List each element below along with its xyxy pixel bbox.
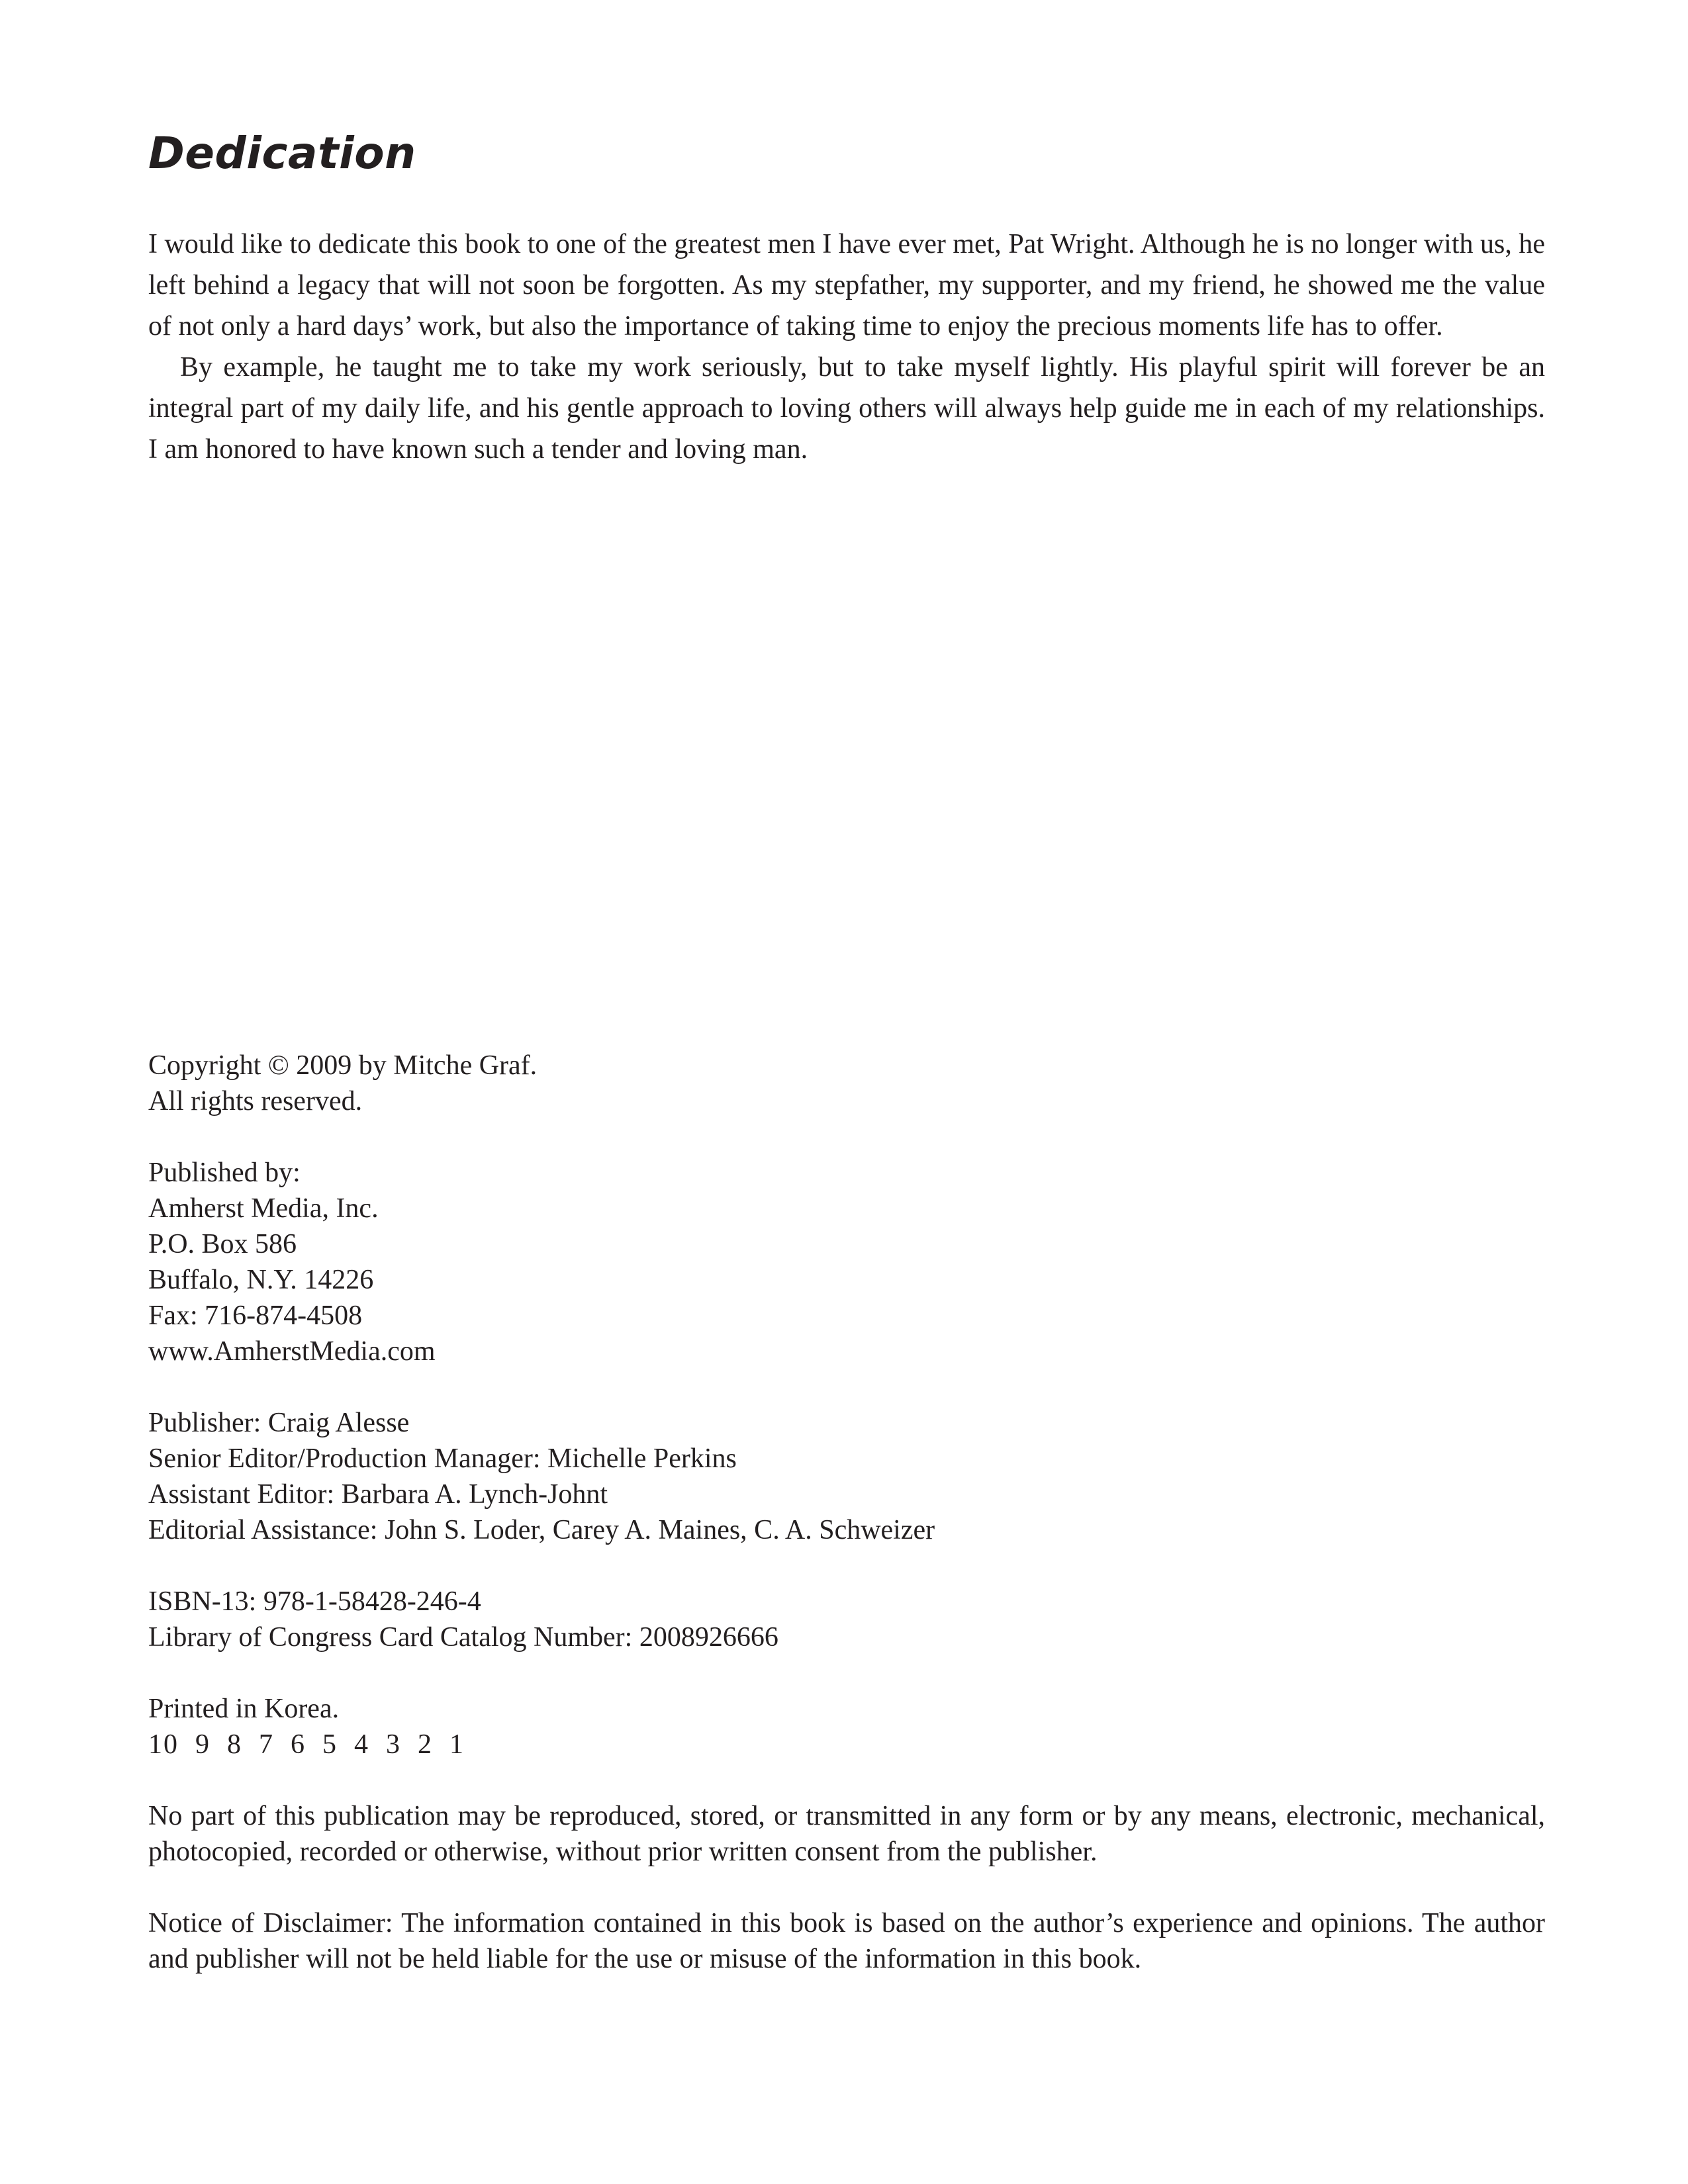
book-page xyxy=(148,0,1545,2184)
rights-reserved-line: All rights reserved. xyxy=(148,1086,363,1116)
rights-notice: No part of this publication may be reproduced, stored, or transmitted in any form or by any means, electronic, mechanical, photocopied, recorded or otherwise, without prior written consent from the publisher. xyxy=(148,1801,1545,1867)
lccn: Library of Congress Card Catalog Number: 2008926666 xyxy=(148,1622,778,1653)
rights-notice-block xyxy=(148,1798,1545,1870)
copyright-line: Copyright © 2009 by Mitche Graf. xyxy=(148,1050,538,1081)
staff-credits-block xyxy=(148,1405,1545,1548)
staff-credit-publisher: Publisher: Craig Alesse xyxy=(148,1408,410,1438)
disclaimer-block xyxy=(148,1905,1545,1977)
publisher-name: Amherst Media, Inc. xyxy=(148,1193,379,1224)
dedication-heading: Dedication xyxy=(148,128,416,179)
dedication-paragraph-2: By example, he taught me to take my work seriously, but to take myself lightly. His playful spirit will forever be an integral part of my daily life, and his gentle approach to loving others will always help guide me in each of my relationships. I am honored to have known such a tender and loving man. xyxy=(148,352,1545,465)
publisher-city: Buffalo, N.Y. 14226 xyxy=(148,1265,374,1295)
publisher-fax: Fax: 716-874-4508 xyxy=(148,1300,363,1331)
printing-block xyxy=(148,1691,1545,1762)
dedication-text xyxy=(148,224,1545,470)
publisher-po-box: P.O. Box 586 xyxy=(148,1229,297,1259)
print-line: 10 9 8 7 6 5 4 3 2 1 xyxy=(148,1729,465,1760)
isbn: ISBN-13: 978-1-58428-246-4 xyxy=(148,1586,481,1617)
staff-credit-senior-editor: Senior Editor/Production Manager: Michelle Perkins xyxy=(148,1443,737,1474)
copyright-block xyxy=(148,1048,1545,1119)
published-by-label: Published by: xyxy=(148,1158,301,1188)
publisher-website: www.AmherstMedia.com xyxy=(148,1336,436,1367)
identifiers-block xyxy=(148,1584,1545,1655)
staff-credit-assistant-editor: Assistant Editor: Barbara A. Lynch-Johnt xyxy=(148,1479,608,1510)
publisher-address-block xyxy=(148,1155,1545,1369)
disclaimer: Notice of Disclaimer: The information contained in this book is based on the author’s experience and opinions. The author and publisher will not be held liable for the use or misuse of the information in this book. xyxy=(148,1908,1545,1974)
printed-in: Printed in Korea. xyxy=(148,1694,340,1724)
copyright-page xyxy=(148,1048,1545,1977)
staff-credit-editorial-assistance: Editorial Assistance: John S. Loder, Carey A. Maines, C. A. Schweizer xyxy=(148,1515,935,1545)
dedication-paragraph-1: I would like to dedicate this book to one of the greatest men I have ever met, Pat Wright. Although he is no longer with us, he left behind a legacy that will not soon be forgotten. As my stepfather, my supporter, and my friend, he showed me the value of not only a hard days’ work, but also the importance of taking time to enjoy the precious moments life has to offer. xyxy=(148,229,1545,341)
